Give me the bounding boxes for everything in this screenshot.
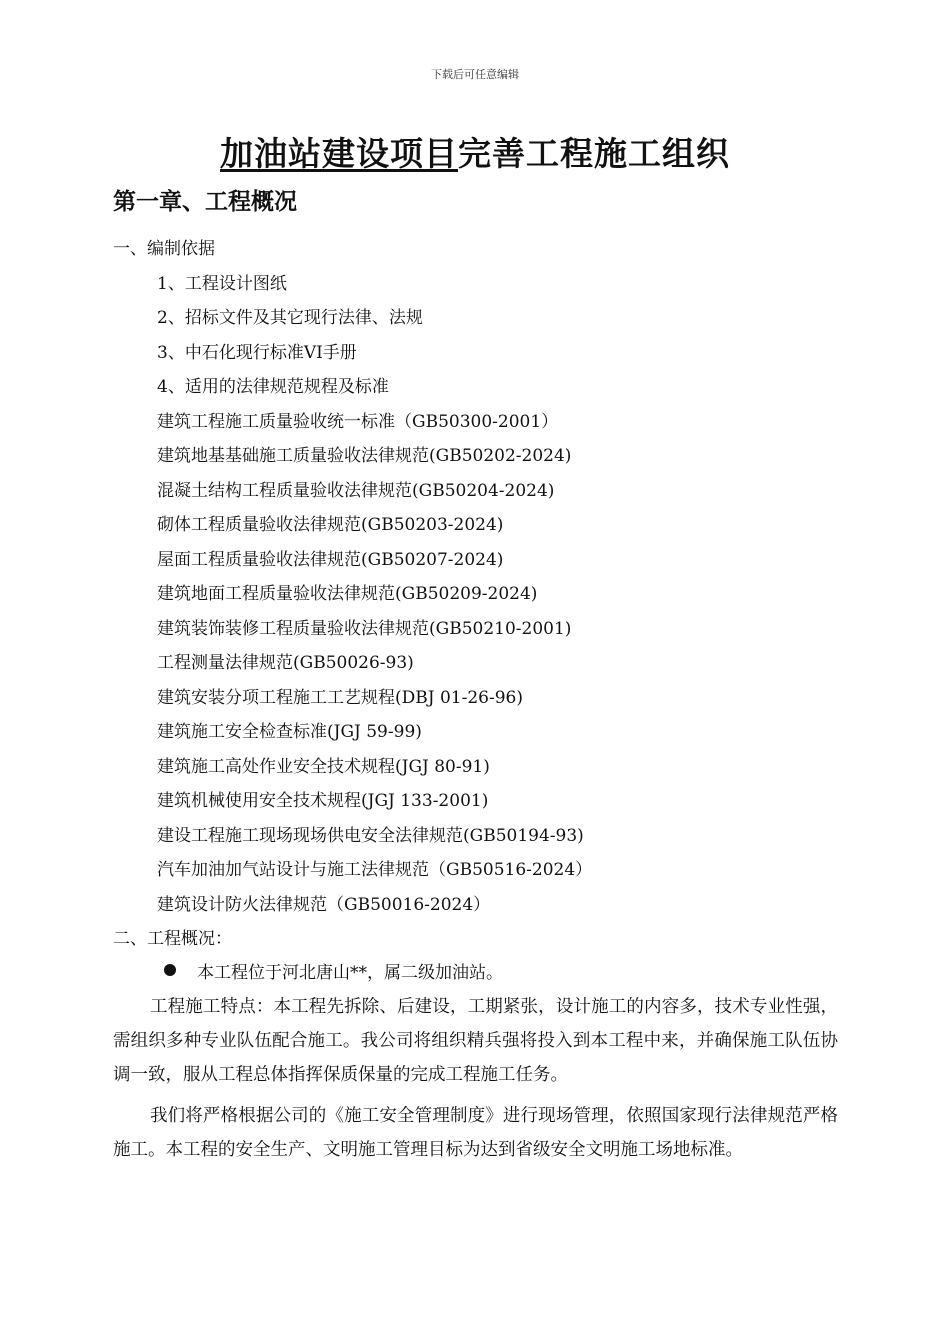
section-heading-overview: 二、工程概况： bbox=[113, 929, 232, 949]
standard-item: 建筑地基基础施工质量验收法律规范(GB50202-2024) bbox=[157, 446, 572, 466]
standard-item: 混凝土结构工程质量验收法律规范(GB50204-2024) bbox=[157, 481, 555, 501]
paragraph-features: 工程施工特点：本工程先拆除、后建设，工期紧张，设计施工的内容多，技术专业性强，需组织多种专业队伍配合施工。我公司将组织精兵强将投入到本工程中来，并确保施工队伍协调一致，服从工程总体指挥保质保量的完成工程施工任务。 bbox=[113, 997, 838, 1085]
bullet-icon bbox=[164, 964, 176, 976]
chapter-heading: 第一章、工程概况 bbox=[113, 188, 297, 215]
standard-item: 建筑地面工程质量验收法律规范(GB50209-2024) bbox=[157, 584, 538, 604]
document-title bbox=[0, 128, 950, 175]
section-heading-basis: 一、编制依据 bbox=[113, 239, 215, 259]
standard-item: 建筑施工高处作业安全技术规程(JGJ 80-91) bbox=[157, 757, 490, 777]
header-note: 下载后可任意编辑 bbox=[431, 68, 519, 81]
basis-item: 2、招标文件及其它现行法律、法规 bbox=[157, 308, 423, 328]
standard-item: 汽车加油加气站设计与施工法律规范（GB50516-2024） bbox=[157, 860, 593, 880]
paragraph-management: 我们将严格根据公司的《施工安全管理制度》进行现场管理，依照国家现行法律规范严格施工。本工程的安全生产、文明施工管理目标为达到省级安全文明施工场地标准。 bbox=[113, 1106, 838, 1160]
standard-item: 建筑工程施工质量验收统一标准（GB50300-2001） bbox=[157, 412, 559, 432]
standard-item: 砌体工程质量验收法律规范(GB50203-2024) bbox=[157, 515, 504, 535]
bullet-text: 本工程位于河北唐山**，属二级加油站。 bbox=[197, 963, 503, 983]
basis-item: 3、中石化现行标准VI手册 bbox=[157, 343, 357, 363]
standard-item: 工程测量法律规范(GB50026-93) bbox=[157, 653, 414, 673]
title-rest: 完善工程施工组织 bbox=[458, 134, 730, 173]
title-underlined-part: 加油站建设项目 bbox=[220, 134, 458, 173]
standard-item: 建筑装饰装修工程质量验收法律规范(GB50210-2001) bbox=[157, 619, 572, 639]
standard-item: 建筑设计防火法律规范（GB50016-2024） bbox=[157, 895, 491, 915]
basis-item: 1、工程设计图纸 bbox=[157, 274, 287, 294]
standard-item: 建设工程施工现场现场供电安全法律规范(GB50194-93) bbox=[157, 826, 584, 846]
standard-item: 建筑施工安全检查标准(JGJ 59-99) bbox=[157, 722, 422, 742]
standard-item: 建筑机械使用安全技术规程(JGJ 133-2001) bbox=[157, 791, 489, 811]
standard-item: 建筑安装分项工程施工工艺规程(DBJ 01-26-96) bbox=[157, 688, 523, 708]
standard-item: 屋面工程质量验收法律规范(GB50207-2024) bbox=[157, 550, 504, 570]
basis-item: 4、适用的法律规范规程及标准 bbox=[157, 377, 389, 397]
